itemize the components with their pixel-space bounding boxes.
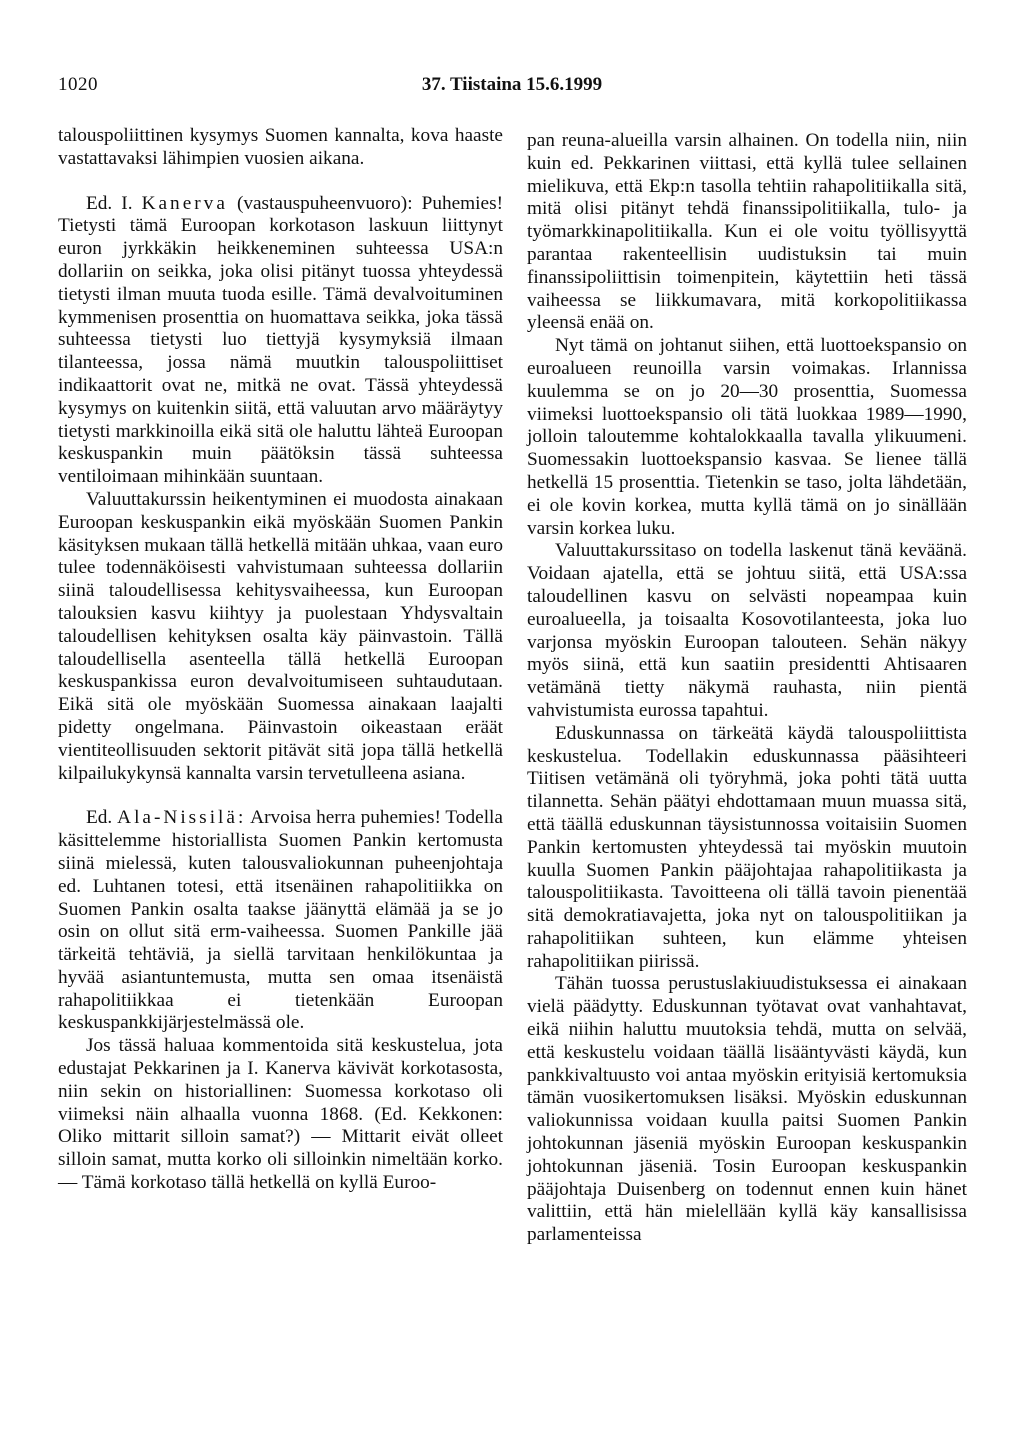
speech-text: Arvoisa herra puhemies! Todella käsittelemme historiallista Suomen Pankin kertomusta siinä mielessä, kuten talousvaliokunnan puheenjohtaja ed. Luhtanen totesi, että itsenäinen rahapolitiikka on Suomen Pankin osalta taakse jäänyttä elämää ja se jo osin on ollut sitä erm-vaiheessa. Suomen Pankille jää tärkeitä tehtäviä, ja siellä tarvitaan henkilökuntaa ja hyvää asiantuntemusta, mutta sen omaa itsenäistä rahapolitiikkaa ei tietenkään Euroopan keskuspankkijärjestelmässä ole. xyxy=(58,807,503,1034)
page-header-title: 37. Tiistaina 15.6.1999 xyxy=(421,74,603,95)
left-column xyxy=(58,125,503,1195)
speaker-prefix: Ed. xyxy=(86,807,113,829)
page-number: 1020 xyxy=(58,74,98,95)
right-column xyxy=(527,130,967,1247)
speaker-name: Ala-Nissilä: xyxy=(117,807,247,829)
paragraph: Valuuttakurssitaso on todella laskenut tänä keväänä. Voidaan ajatella, että se johtuu siitä, että USA:ssa taloudellinen kasvu on selvästi nopeampaa kuin euroalueella, ja toisaalta Kosovotilanteesta, joka luo varjonsa myöskin Euroopan talouteen. Sehän näkyy myös siinä, että kun saatiin presidentti Ahtisaaren vetämänä tietty näkymä rauhasta, niin pientä vahvistumista eurossa tapahtui. xyxy=(527,540,967,721)
paragraph: talouspoliittinen kysymys Suomen kannalta, kova haaste vastattavaksi lähimpien vuosien aikana. xyxy=(58,125,503,169)
speaker-prefix: Ed. I. xyxy=(86,192,133,214)
paragraph: Eduskunnassa on tärkeätä käydä talouspoliittista keskustelua. Todellakin eduskunnassa pääsihteeri Tiitisen vetämänä oli työryhmä, joka pohti tätä uutta tilannetta. Sehän päätyi ehdottamaan muun muassa sitä, että täällä eduskunnan täysistunnossa voitaisiin Suomen Pankin kertomusten yhteydessä tai myöskin muutoin kuulla Suomen Pankin pääjohtajaa rahapolitiikasta ja talouspolitiikasta. Tavoitteena oli tällä tavoin pienentää sitä demokratiavajetta, joka nyt on talouspolitiikan ja rahapolitiikan suhteen, kun elämme yhteisen rahapolitiikan piirissä. xyxy=(527,722,967,972)
speech-text: (vastauspuheenvuoro): Puhemies! Tietysti tämä Euroopan korkotason laskuun liittynyt euron jyrkkäkin heikkeneminen suhteessa USA:n dollariin on seikka, joka olisi pitänyt tuossa yhteydessä tietysti ilman muuta tuoda esille. Tämä devalvoituminen kymmenisen prosenttia on huomattava seikka, joka tässä suhteessa tietysti luo tiettyjä kysymyksiä ilmaan tilanteessa, jossa nämä muutkin talouspoliittiset indikaattorit ovat ne, mitkä ne ovat. Tässä yhteydessä kysymys on kuitenkin siitä, että valuutan arvo määräytyy tietysti markkinoilla eikä sitä ole haluttu lähteä Euroopan keskuspankin muin päätöksin tässä suhteessa ventiloimaan mihinkään suuntaan. xyxy=(58,192,503,488)
paragraph: Nyt tämä on johtanut siihen, että luottoekspansio on euroalueen reunoilla varsin voimakas. Irlannissa kuulemma se on jo 20—30 prosenttia, Suomessa viimeksi luottoekspansio oli tätä luokkaa 1989—1990, jolloin taloutemme kohtalokkaalla tavalla ylikuumeni. Suomessakin luottoekspansio kasvaa. Se lienee tällä hetkellä 15 prosenttia. Tietenkin se taso, jolta lähdetään, ei ole kovin korkea, mutta kyllä tämä on jo sinällään varsin korkea luku. xyxy=(527,335,967,539)
paragraph: pan reuna-alueilla varsin alhainen. On todella niin, niin kuin ed. Pekkarinen viittasi, että kyllä tulee sellainen mielikuva, että Ekp:n tasolla tehtiin rahapolitiikalla sitä, mitä olisi pitänyt tehdä finanssipolitiikalla, tulo- ja työmarkkinapolitiikalla. Kun ei ole voitu työllisyyttä parantaa rakenteellisin uudistuksin tai muin finanssipoliittisin toimenpitein, käytettiin heti tässä vaiheessa se liikkumavara, mitä korkopolitiikassa yleensä enää on. xyxy=(527,130,967,334)
paragraph: Jos tässä haluaa kommentoida sitä keskustelua, jota edustajat Pekkarinen ja I. Kanerva kävivät korkotasosta, niin sekin on historiallinen: Suomessa korkotaso oli viimeksi näin alhaalla vuonna 1868. (Ed. Kekkonen: Oliko mittarit silloin samat?) — Mittarit eivät olleet silloin samat, mutta korko oli silloinkin nimeltään korko. — Tämä korkotaso tällä hetkellä on kyllä Euroo- xyxy=(58,1035,503,1194)
speaker-paragraph xyxy=(58,807,503,1035)
paragraph: Tähän tuossa perustuslakiuudistuksessa ei ainakaan vielä päädytty. Eduskunnan työtavat ovat vanhahtavat, eikä niihin haluttu muutoksia tehdä, mutta on selvää, että keskustelu voidaan täällä lisääntyvästi käydä, kun pankkivaltuusto voi antaa myöskin erityisiä kertomuksia tämän vuosikertomuksen lisäksi. Myöskin eduskunnan valiokunnissa voidaan kuulla paitsi Suomen Pankin johtokunnan jäseniä myöskin Euroopan keskuspankin johtokunnan jäseniä. Tosin Euroopan keskuspankin pääjohtaja Duisenberg on todennut ennen kuin hänet valittiin, että hän mielellään kyllä käy kansallisissa parlamenteissa xyxy=(527,973,967,1246)
paragraph: Valuuttakurssin heikentyminen ei muodosta ainakaan Euroopan keskuspankin eikä myöskään Suomen Pankin käsityksen mukaan tällä hetkellä mitään uhkaa, vaan euro tulee todennäköisesti vahvistumaan suhteessa dollariin siinä taloudellisessa kehitysvaiheessa, kun Euroopan talouksien kasvu kiihtyy ja puolestaan Yhdysvaltain taloudellisen kehityksen osalta käy päinvastoin. Tällä taloudellisella asenteella tällä hetkellä Euroopan keskuspankissa euron devalvoitumiseen suhtaudutaan. Eikä sitä ole myöskään Suomessa ainakaan laajalti pidetty ongelmana. Päinvastoin oikeastaan eräät vientiteollisuuden sektorit pitävät sitä jopa tällä hetkellä kilpailukykynsä kannalta varsin tervetulleena asiana. xyxy=(58,488,503,784)
speaker-name: Kanerva xyxy=(141,192,228,214)
speaker-paragraph xyxy=(58,193,503,489)
